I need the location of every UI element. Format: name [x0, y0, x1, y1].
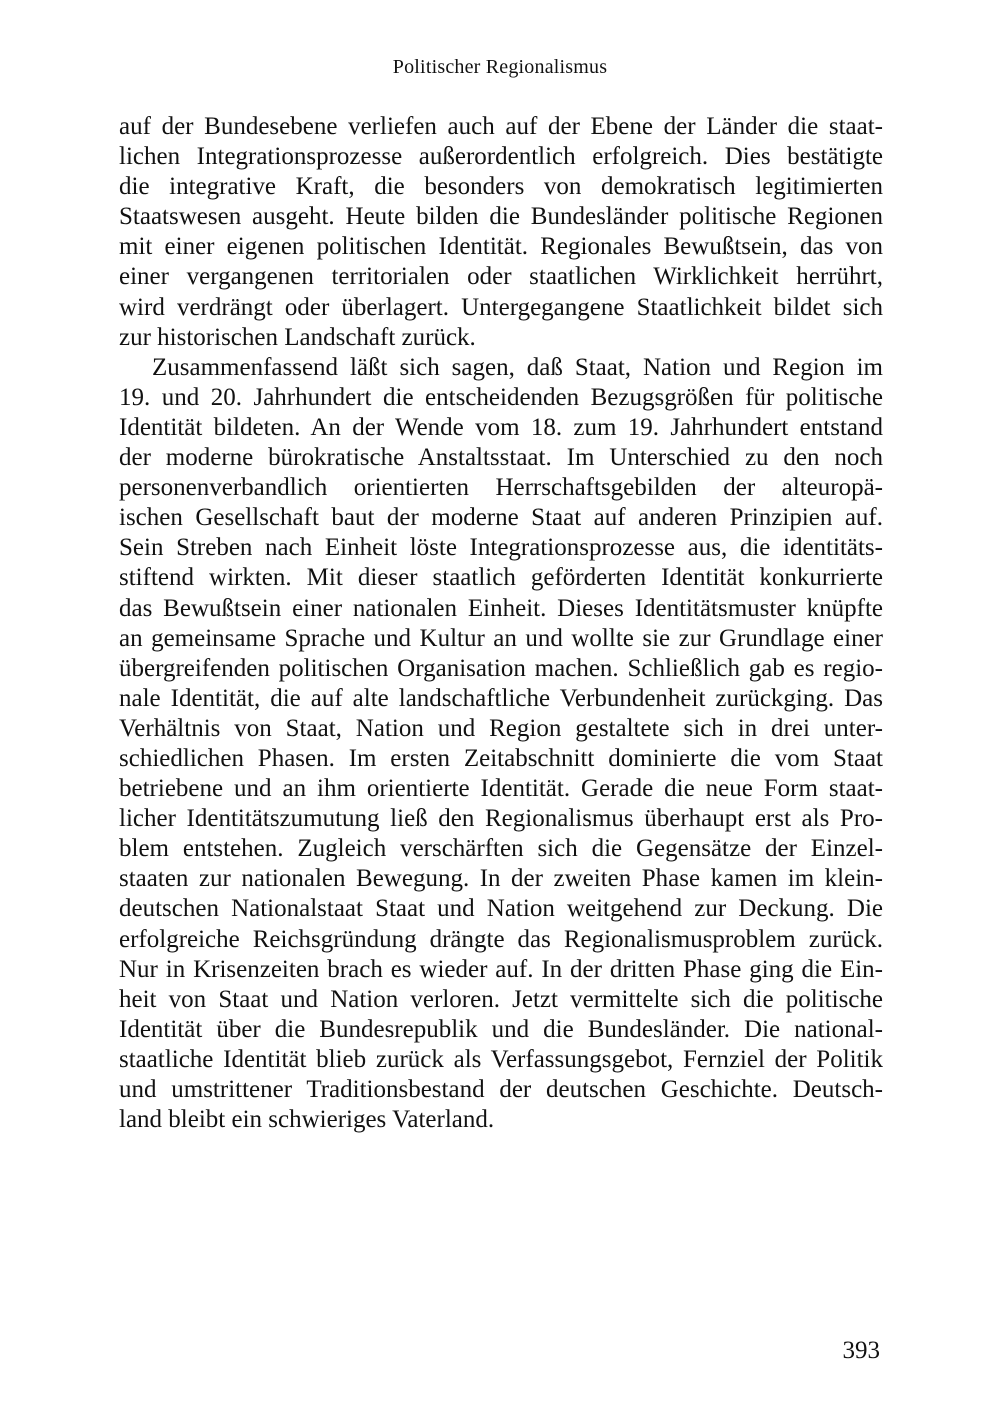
text-line: betriebene und an ihm orientierte Identität. Gerade die neue Form staat-: [119, 775, 883, 803]
text-line: einer vergangenen territorialen oder staatlichen Wirklichkeit herrührt,: [119, 263, 883, 291]
text-line: mit einer eigenen politischen Identität. Regionales Bewußtsein, das von: [119, 233, 883, 261]
text-line: blem entstehen. Zugleich verschärften sich die Gegensätze der Einzel-: [119, 835, 883, 863]
text-line: land bleibt ein schwieriges Vaterland.: [119, 1106, 495, 1134]
text-line: Sein Streben nach Einheit löste Integrationsprozesse aus, die identitäts-: [119, 534, 883, 562]
text-line: Zusammenfassend läßt sich sagen, daß Staat, Nation und Region im: [152, 353, 883, 381]
text-line: stiftend wirkten. Mit dieser staatlich geförderten Identität konkurrierte: [119, 564, 883, 592]
text-line: ischen Gesellschaft baut der moderne Staat auf anderen Prinzipien auf.: [119, 504, 883, 532]
text-line: schiedlichen Phasen. Im ersten Zeitabschnitt dominierte die vom Staat: [119, 744, 883, 772]
text-line: übergreifenden politischen Organisation machen. Schließlich gab es regio-: [119, 654, 883, 682]
text-line: Identität über die Bundesrepublik und die Bundesländer. Die national-: [119, 1015, 883, 1043]
text-line: Identität bildeten. An der Wende vom 18. zum 19. Jahrhundert entstand: [119, 413, 883, 441]
running-head: Politischer Regionalismus: [392, 56, 608, 78]
text-line: an gemeinsame Sprache und Kultur an und wollte sie zur Grundlage einer: [119, 624, 883, 652]
text-line: 19. und 20. Jahrhundert die entscheidenden Bezugsgrößen für politische: [119, 383, 883, 411]
text-line: zur historischen Landschaft zurück.: [119, 323, 476, 351]
text-line: Verhältnis von Staat, Nation und Region gestaltete sich in drei unter-: [119, 714, 883, 742]
text-line: Staatswesen ausgeht. Heute bilden die Bundesländer politische Regionen: [119, 203, 883, 231]
text-line: personenverbandlich orientierten Herrschaftsgebilden der alteuropä-: [119, 474, 883, 502]
text-line: und umstrittener Traditionsbestand der deutschen Geschichte. Deutsch-: [119, 1076, 883, 1103]
text-line: erfolgreiche Reichsgründung drängte das Regionalismusproblem zurück.: [119, 925, 883, 953]
text-line: das Bewußtsein einer nationalen Einheit. Dieses Identitätsmuster knüpfte: [119, 594, 883, 622]
text-line: staatliche Identität blieb zurück als Verfassungsgebot, Fernziel der Politik: [119, 1045, 883, 1073]
text-line: wird verdrängt oder überlagert. Untergegangene Staatlichkeit bildet sich: [119, 293, 883, 321]
text-line: deutschen Nationalstaat Staat und Nation weitgehend zur Deckung. Die: [119, 895, 883, 923]
text-line: die integrative Kraft, die besonders von demokratisch legitimierten: [119, 173, 883, 201]
text-line: staaten zur nationalen Bewegung. In der zweiten Phase kamen im klein-: [119, 865, 883, 893]
text-line: der moderne bürokratische Anstaltsstaat. Im Unterschied zu den noch: [119, 444, 883, 472]
text-line: licher Identitätszumutung ließ den Regionalismus überhaupt erst als Pro-: [119, 805, 883, 833]
text-line: Nur in Krisenzeiten brach es wieder auf. In der dritten Phase ging die Ein-: [119, 955, 883, 983]
text-line: nale Identität, die auf alte landschaftliche Verbundenheit zurückging. Das: [119, 684, 883, 712]
text-line: heit von Staat und Nation verloren. Jetzt vermittelte sich die politische: [119, 985, 883, 1013]
text-line: auf der Bundesebene verliefen auch auf der Ebene der Länder die staat-: [119, 113, 883, 140]
text-line: lichen Integrationsprozesse außerordentlich erfolgreich. Dies bestätigte: [119, 143, 883, 171]
page-number: 393: [842, 1337, 880, 1364]
body-text: [119, 112, 883, 1135]
